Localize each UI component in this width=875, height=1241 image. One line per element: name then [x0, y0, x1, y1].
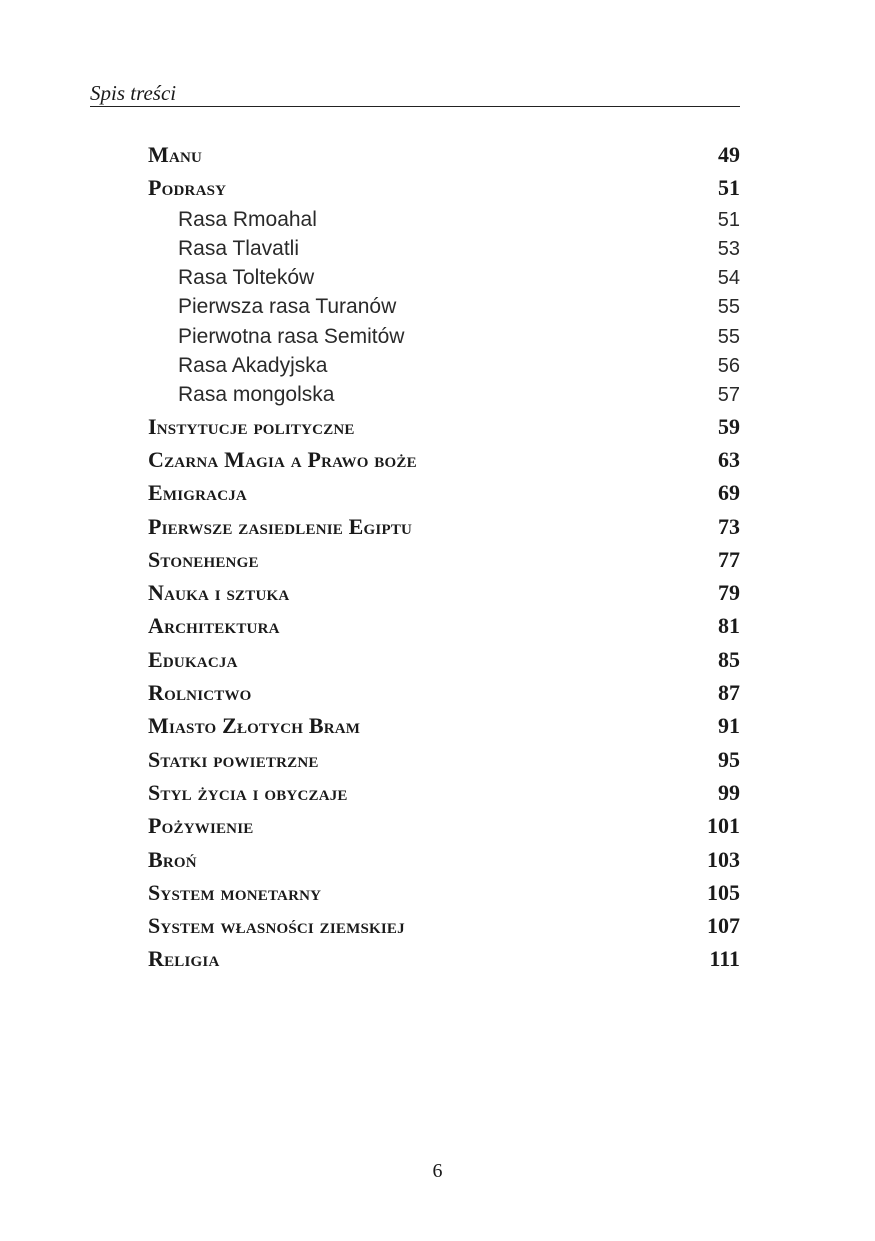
- toc-entry-page: 95: [718, 746, 740, 772]
- toc-entry-title: Nauka i sztuka: [148, 580, 290, 606]
- toc-entry-chapter: [148, 543, 740, 576]
- toc-entry-subsection: [148, 351, 740, 380]
- toc-entry-chapter: [148, 476, 740, 509]
- toc-entry-chapter: [148, 909, 740, 942]
- toc-entry-title: Religia: [148, 946, 220, 972]
- toc-entry-title: Architektura: [148, 613, 280, 639]
- toc-entry-chapter: [148, 709, 740, 742]
- toc-entry-title: Statki powietrzne: [148, 746, 319, 772]
- toc-entry-title: Rolnictwo: [148, 680, 252, 706]
- toc-entry-chapter: [148, 743, 740, 776]
- toc-entry-page: 101: [707, 813, 740, 839]
- toc-entry-page: 81: [718, 613, 740, 639]
- toc-entry-subsection: [148, 380, 740, 409]
- toc-entry-page: 107: [707, 913, 740, 939]
- toc-entry-title: Rasa mongolska: [178, 383, 335, 407]
- toc-entry-title: Broń: [148, 846, 197, 872]
- toc-entry-chapter: [148, 643, 740, 676]
- toc-entry-subsection: [148, 263, 740, 292]
- toc-entry-subsection: [148, 205, 740, 234]
- toc-entry-subsection: [148, 234, 740, 263]
- toc-entry-title: Styl życia i obyczaje: [148, 779, 348, 805]
- toc-entry-title: Czarna Magia a Prawo boże: [148, 446, 417, 472]
- toc-entry-page: 57: [717, 384, 740, 407]
- toc-entry-page: 59: [718, 413, 740, 439]
- toc-entry-title: System monetarny: [148, 879, 322, 905]
- toc-entry-page: 54: [717, 267, 740, 290]
- toc-entry-title: Pierwsze zasiedlenie Egiptu: [148, 513, 413, 539]
- toc-entry-page: 87: [718, 680, 740, 706]
- toc-entry-title: Rasa Tolteków: [178, 266, 315, 290]
- toc-entry-page: 99: [718, 779, 740, 805]
- toc-entry-title: Pierwotna rasa Semitów: [178, 324, 405, 348]
- toc-entry-title: Emigracja: [148, 480, 247, 506]
- toc-entry-page: 105: [707, 879, 740, 905]
- toc-entry-title: Pierwsza rasa Turanów: [178, 295, 397, 319]
- toc-entry-chapter: [148, 776, 740, 809]
- toc-entry-title: System własności ziemskiej: [148, 913, 405, 939]
- table-of-contents: [148, 138, 740, 976]
- toc-entry-page: 77: [718, 546, 740, 572]
- toc-entry-title: Stonehenge: [148, 546, 259, 572]
- toc-entry-title: Miasto Złotych Bram: [148, 713, 361, 739]
- running-header: [90, 80, 740, 107]
- toc-entry-page: 63: [718, 446, 740, 472]
- toc-entry-chapter: [148, 876, 740, 909]
- toc-entry-title: Manu: [148, 142, 203, 167]
- toc-entry-title: Rasa Tlavatli: [178, 236, 299, 260]
- running-header-title: Spis treści: [90, 81, 177, 105]
- toc-entry-page: 111: [709, 946, 740, 972]
- toc-entry-chapter: [148, 410, 740, 443]
- toc-entry-page: 51: [718, 175, 740, 201]
- toc-entry-page: 53: [717, 237, 740, 260]
- toc-entry-page: 91: [718, 713, 740, 739]
- toc-entry-title: Podrasy: [148, 175, 227, 201]
- toc-entry-page: 55: [717, 325, 740, 348]
- toc-entry-title: Edukacja: [148, 646, 238, 672]
- toc-entry-page: 103: [707, 846, 740, 872]
- toc-entry-page: 73: [718, 513, 740, 539]
- toc-entry-chapter: [148, 809, 740, 842]
- toc-entry-chapter: [148, 576, 740, 609]
- toc-entry-chapter: [148, 843, 740, 876]
- toc-entry-title: Instytucje polityczne: [148, 413, 355, 439]
- toc-entry-title: Rasa Rmoahal: [178, 207, 317, 231]
- toc-entry-page: 51: [717, 208, 740, 231]
- toc-entry-chapter: [148, 138, 740, 171]
- toc-entry-page: 49: [718, 142, 740, 167]
- toc-entry-chapter: [148, 443, 740, 476]
- toc-entry-page: 79: [718, 580, 740, 606]
- toc-entry-page: 56: [717, 355, 740, 378]
- toc-entry-subsection: [148, 292, 740, 321]
- toc-entry-chapter: [148, 942, 740, 975]
- toc-entry-chapter: [148, 676, 740, 709]
- toc-entry-page: 69: [718, 480, 740, 506]
- toc-entry-title: Rasa Akadyjska: [178, 354, 328, 378]
- toc-entry-page: 55: [717, 296, 740, 319]
- toc-entry-subsection: [148, 322, 740, 351]
- toc-entry-chapter: [148, 171, 740, 204]
- toc-entry-chapter: [148, 510, 740, 543]
- toc-entry-page: 85: [718, 646, 740, 672]
- toc-entry-title: Pożywienie: [148, 813, 254, 839]
- toc-entry-chapter: [148, 609, 740, 642]
- page-number: 6: [432, 1160, 443, 1182]
